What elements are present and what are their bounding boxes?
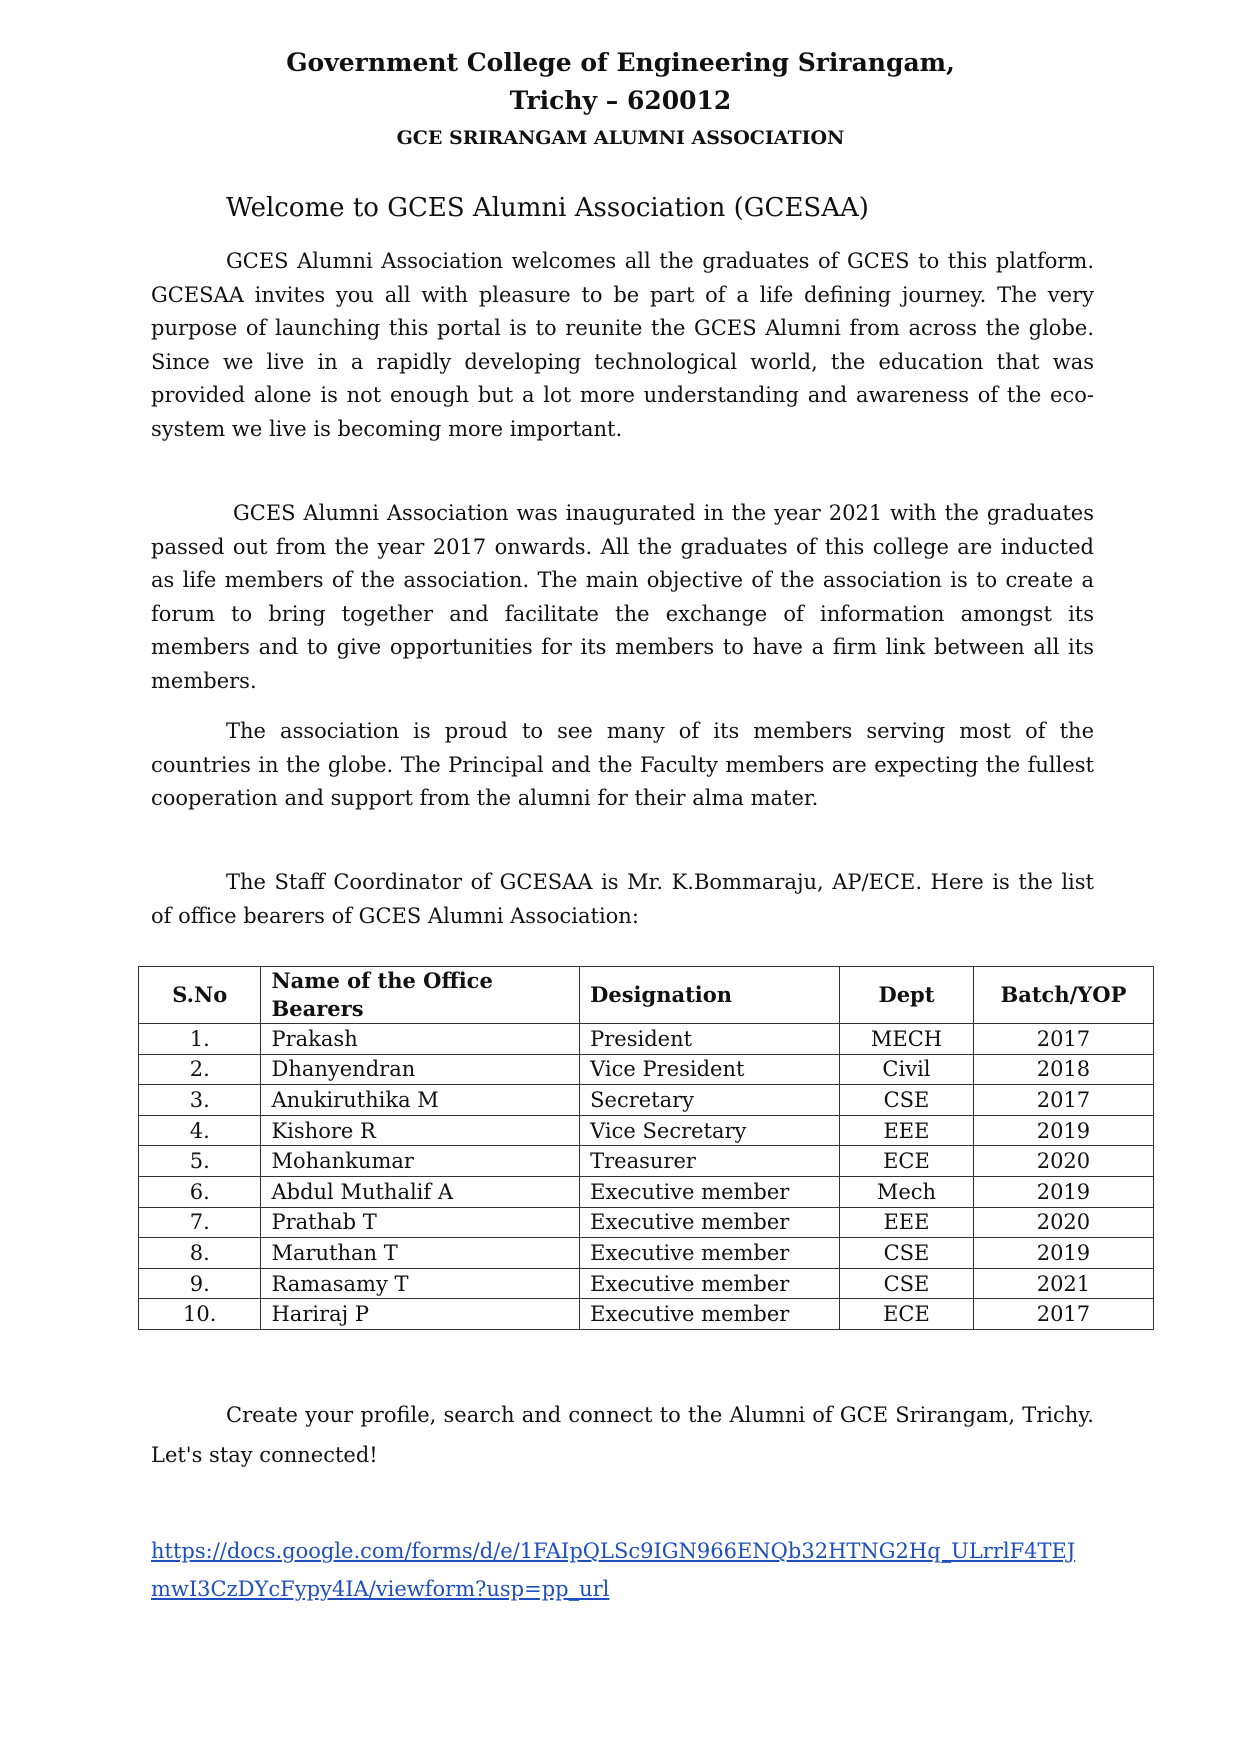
paragraph-coordinator: The Staff Coordinator of GCESAA is Mr. K.Bommaraju, AP/ECE. Here is the list of office bearers of GCES Alumni Association: (151, 870, 1094, 928)
cell-designation: Executive member (580, 1207, 840, 1238)
cell-designation: Vice Secretary (580, 1115, 840, 1146)
cell-designation: Treasurer (580, 1146, 840, 1177)
table-row (139, 1238, 1154, 1269)
cell-dept: EEE (840, 1207, 974, 1238)
cell-sno: 3. (139, 1085, 261, 1116)
cell-batch: 2020 (973, 1207, 1153, 1238)
office-bearers-table (138, 966, 1154, 1330)
cell-sno: 9. (139, 1268, 261, 1299)
cell-name: Dhanyendran (261, 1054, 580, 1085)
closing-text: Create your profile, search and connect to the Alumni of GCE Srirangam, Trichy. Let's stay connected! (151, 1403, 1094, 1467)
cell-name: Hariraj P (261, 1299, 580, 1330)
cell-name: Ramasamy T (261, 1268, 580, 1299)
table-row (139, 1146, 1154, 1177)
cell-name: Mohankumar (261, 1146, 580, 1177)
column-header-name: Name of the Office Bearers (261, 967, 580, 1024)
cell-name: Abdul Muthalif A (261, 1176, 580, 1207)
cell-designation: Executive member (580, 1299, 840, 1330)
column-header-sno: S.No (139, 967, 261, 1024)
cell-batch: 2019 (973, 1176, 1153, 1207)
paragraph-intro: GCES Alumni Association welcomes all the graduates of GCES to this platform. GCESAA invites you all with pleasure to be part of a life defining journey. The very purpose of launching this portal is to reunite the GCES Alumni from across the globe. Since we live in a rapidly developing technological world, the education that was provided alone is not enough but a lot more understanding and awareness of the eco-system we live is becoming more important. (151, 249, 1094, 441)
paragraph-history: GCES Alumni Association was inaugurated in the year 2021 with the graduates passed out from the year 2017 onwards. All the graduates of this college are inducted as life members of the association. The main objective of the association is to create a forum to bring together and facilitate the exchange of information amongst its members and to give opportunities for its members to have a firm link between all its members. (151, 501, 1094, 693)
cell-batch: 2021 (973, 1268, 1153, 1299)
cell-sno: 10. (139, 1299, 261, 1330)
association-title: GCE SRIRANGAM ALUMNI ASSOCIATION (396, 127, 845, 149)
cell-name: Prakash (261, 1024, 580, 1055)
cell-dept: Mech (840, 1176, 974, 1207)
cell-designation: Executive member (580, 1268, 840, 1299)
google-form-link[interactable]: https://docs.google.com/forms/d/e/1FAIpQLSc9IGN966ENQb32HTNG2Hq_ULrrlF4TEJmwI3CzDYcFypy4IA/viewform?usp=pp_url (151, 1539, 1076, 1601)
cell-batch: 2019 (973, 1115, 1153, 1146)
cell-designation: Executive member (580, 1238, 840, 1269)
cell-batch: 2017 (973, 1024, 1153, 1055)
table-row (139, 1054, 1154, 1085)
cell-name: Anukiruthika M (261, 1085, 580, 1116)
table-row (139, 1268, 1154, 1299)
paragraph-pride: The association is proud to see many of its members serving most of the countries in the globe. The Principal and the Faculty members are expecting the fullest cooperation and support from the alumni for their alma mater. (151, 719, 1094, 811)
column-header-designation: Designation (580, 967, 840, 1024)
college-name: Government College of Engineering Srirangam, (286, 48, 955, 77)
cell-designation: Executive member (580, 1176, 840, 1207)
column-header-batch: Batch/YOP (973, 967, 1153, 1024)
cell-batch: 2017 (973, 1299, 1153, 1330)
cell-sno: 5. (139, 1146, 261, 1177)
column-header-dept: Dept (840, 967, 974, 1024)
cell-dept: ECE (840, 1146, 974, 1177)
cell-name: Prathab T (261, 1207, 580, 1238)
table-row (139, 1115, 1154, 1146)
table-row (139, 1085, 1154, 1116)
cell-dept: ECE (840, 1299, 974, 1330)
cell-sno: 8. (139, 1238, 261, 1269)
cell-sno: 6. (139, 1176, 261, 1207)
cell-dept: MECH (840, 1024, 974, 1055)
cell-sno: 4. (139, 1115, 261, 1146)
cell-dept: CSE (840, 1268, 974, 1299)
welcome-heading: Welcome to GCES Alumni Association (GCESAA) (226, 193, 869, 223)
cell-dept: Civil (840, 1054, 974, 1085)
table-row (139, 1299, 1154, 1330)
table-row (139, 1207, 1154, 1238)
cell-batch: 2018 (973, 1054, 1153, 1085)
cell-sno: 2. (139, 1054, 261, 1085)
cell-designation: Vice President (580, 1054, 840, 1085)
cell-batch: 2020 (973, 1146, 1153, 1177)
cell-dept: EEE (840, 1115, 974, 1146)
college-location: Trichy – 620012 (509, 86, 732, 115)
cell-name: Kishore R (261, 1115, 580, 1146)
table-header-row (139, 967, 1154, 1024)
cell-batch: 2019 (973, 1238, 1153, 1269)
cell-sno: 7. (139, 1207, 261, 1238)
cell-designation: Secretary (580, 1085, 840, 1116)
table-row (139, 1176, 1154, 1207)
table-row (139, 1024, 1154, 1055)
cell-dept: CSE (840, 1238, 974, 1269)
cell-dept: CSE (840, 1085, 974, 1116)
cell-designation: President (580, 1024, 840, 1055)
cell-name: Maruthan T (261, 1238, 580, 1269)
cell-batch: 2017 (973, 1085, 1153, 1116)
cell-sno: 1. (139, 1024, 261, 1055)
